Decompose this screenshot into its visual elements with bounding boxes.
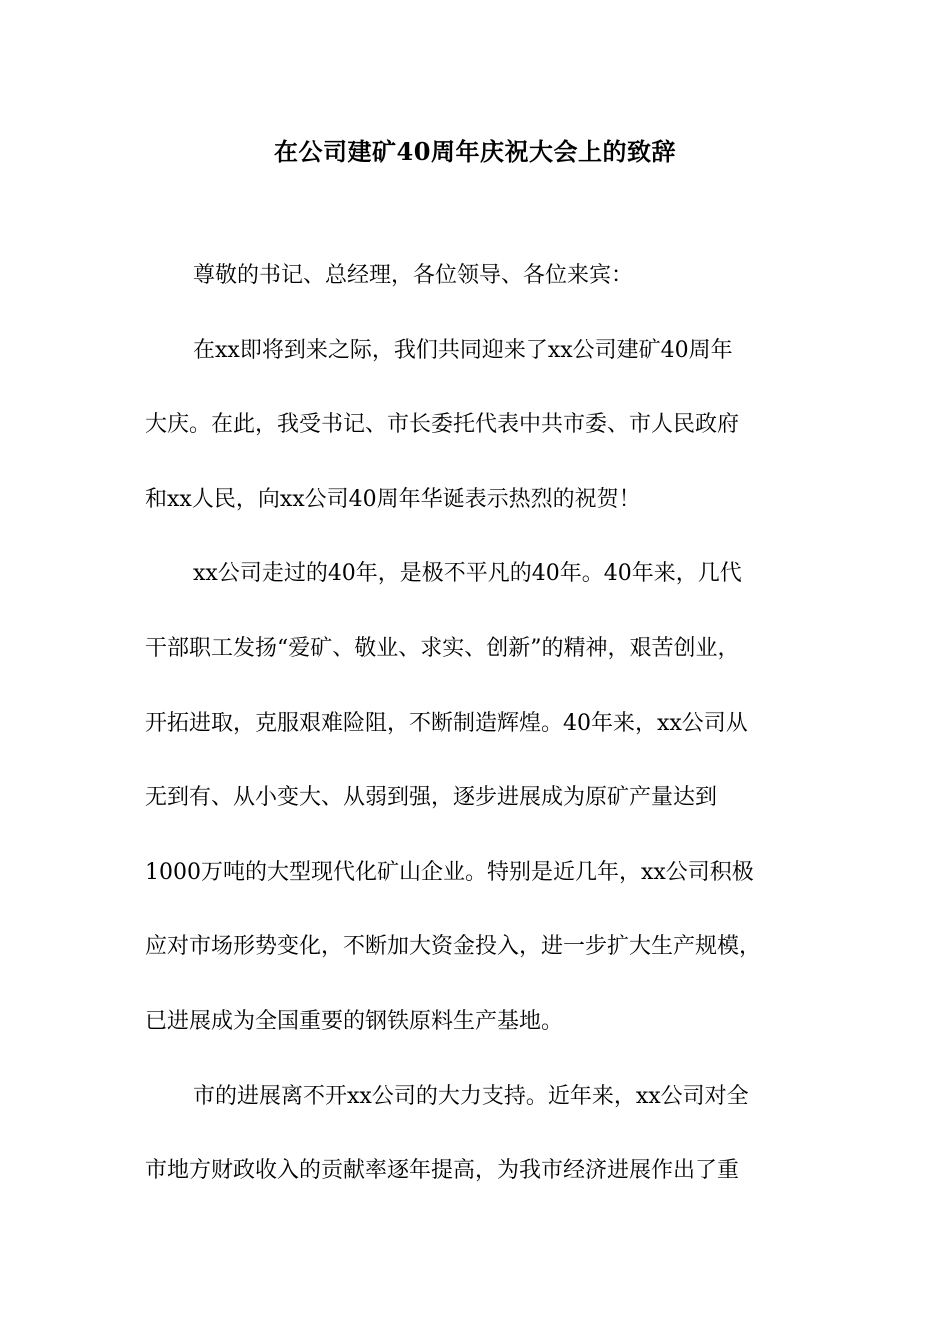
body-line: 应对市场形势变化，不断加大资金投入，进一步扩大生产规模， — [145, 934, 762, 959]
body-line: 干部职工发扬“爱矿、敬业、求实、创新”的精神，艰苦创业， — [145, 636, 740, 661]
body-line: 在xx即将到来之际，我们共同迎来了xx公司建矿40周年 — [193, 338, 733, 363]
body-line: xx公司走过的40年，是极不平凡的40年。40年来，几代 — [193, 561, 742, 586]
salutation-line: 尊敬的书记、总经理，各位领导、各位来宾： — [193, 263, 634, 288]
body-line: 市地方财政收入的贡献率逐年提高，为我市经济进展作出了重 — [145, 1158, 740, 1183]
body-line: 和xx人民，向xx公司40周年华诞表示热烈的祝贺！ — [145, 487, 641, 512]
body-line: 1000万吨的大型现代化矿山企业。特别是近几年，xx公司积极 — [145, 860, 754, 885]
body-line: 已进展成为全国重要的钢铁原料生产基地。 — [145, 1009, 564, 1034]
body-line: 开拓进取，克服艰难险阻，不断制造辉煌。40年来，xx公司从 — [145, 711, 748, 736]
body-line: 无到有、从小变大、从弱到强，逐步进展成为原矿产量达到 — [145, 785, 718, 810]
document-title: 在公司建矿40周年庆祝大会上的致辞 — [274, 137, 676, 166]
body-line: 市的进展离不开xx公司的大力支持。近年来，xx公司对全 — [193, 1084, 749, 1109]
body-line: 大庆。在此，我受书记、市长委托代表中共市委、市人民政府 — [145, 412, 740, 437]
